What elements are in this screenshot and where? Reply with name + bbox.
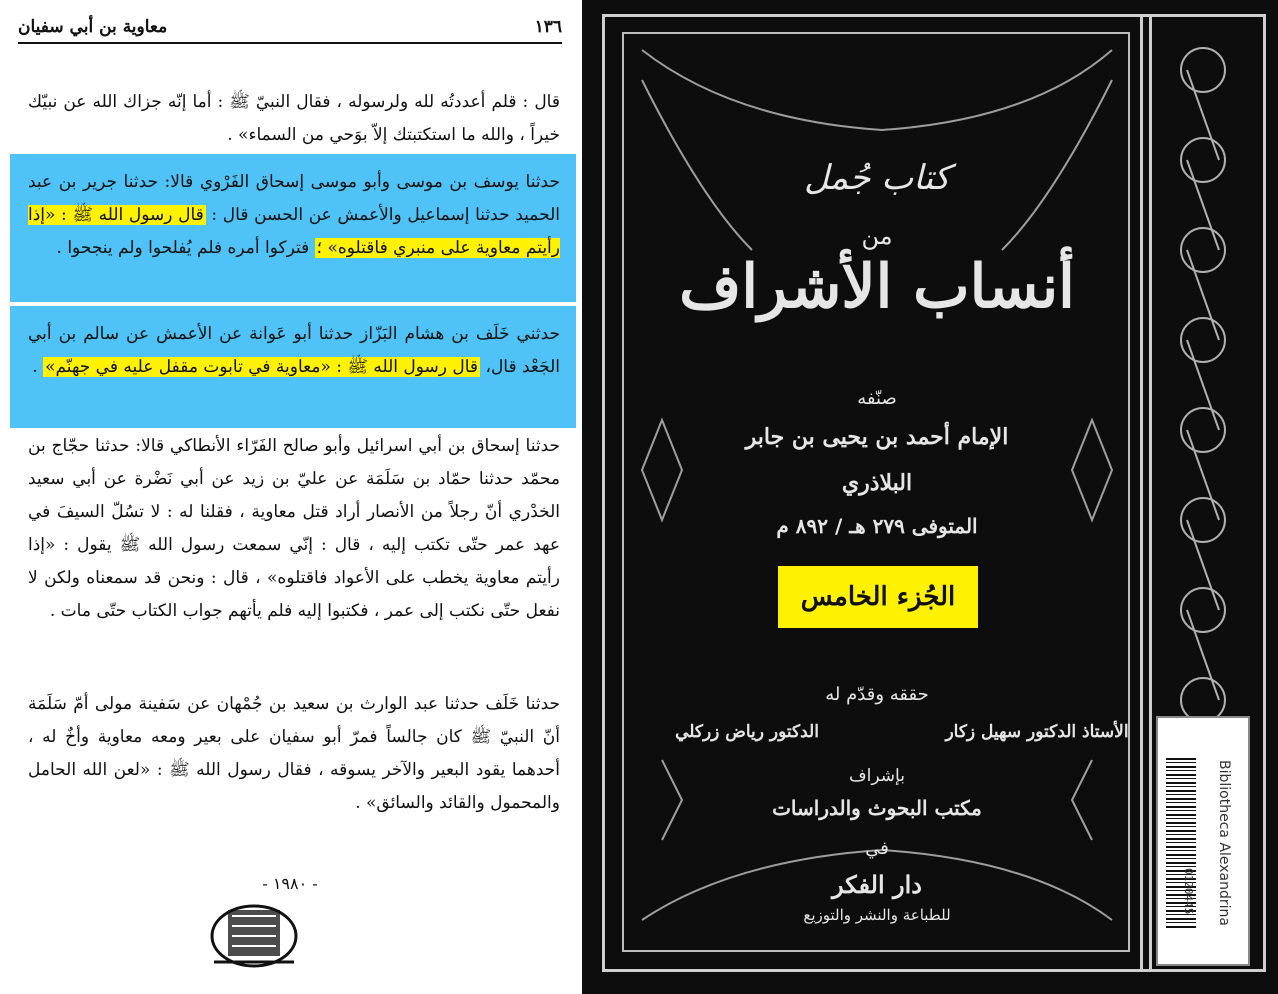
cover-office: مكتب البحوث والدراسات bbox=[772, 796, 982, 820]
page-number-bottom: - ١٩٨٠ - bbox=[262, 874, 318, 893]
cover-death-date: المتوفى ٢٧٩ هـ / ٨٩٢ م bbox=[776, 514, 978, 538]
cover-main-title: أنساب الأشراف bbox=[679, 252, 1075, 322]
cover-title-top: كتاب جُمل bbox=[803, 158, 951, 198]
paragraph-5: حدثنا خَلَف حدثنا عبد الوارث بن سعيد بن جُمْهان عن سَفينة مولى أمّ سَلَمَة أنّ النبيّ ﷺ كان جالساً فمرّ أبو سفيان على بعير ومعه معاوية وأخٌ له ، أحدهما يقود البعير والآخر يسوقه ، فقال رسول الله ﷺ : «لعن الله الحامل والمحمول والقائد والسائق» . bbox=[28, 694, 560, 813]
paragraph-4: حدثنا إسحاق بن أبي اسرائيل وأبو صالح الفَرّاء الأنطاكي قالا: حدثنا حجّاج بن محمّد حدثنا حمّاد بن سَلَمَة عن عليّ بن زيد عن أبي نَضْرة عن أبي سعيد الخدْري أنّ رجلاً من الأنصار أراد قتل معاوية ، فقلنا له : لا تسُلّ السيفَ في عهد عمر حتّى تكتب إليه ، قال : إنّي سمعت رسول الله ﷺ يقول : «إذا رأيتم معاوية يخطب على الأعواد فاقتلوه» ، قال : ونحن قد سمعناه ولكن لا نفعل حتّى نكتب إلى عمر ، فكتبوا إليه فلم يأتهم جواب الكتاب حتّى مات . bbox=[28, 436, 560, 621]
cover-supervision: بإشراف bbox=[849, 766, 905, 786]
header-title: معاوية بن أبي سفيان bbox=[18, 17, 168, 37]
cover-author: الإمام أحمد بن يحيى بن جابر bbox=[745, 424, 1009, 450]
yellow-highlight-hadith-2: قال رسول الله ﷺ : «معاوية في تابوت مقفل عليه في جهنّم» bbox=[45, 357, 479, 377]
cover-authored: صنّفه bbox=[857, 388, 897, 409]
cover-editor-right: الأستاذ الدكتور سهيل زكار bbox=[945, 722, 1129, 742]
header-page-number: ١٣٦ bbox=[534, 17, 562, 37]
cover-title-min: من bbox=[861, 222, 893, 250]
book-page bbox=[0, 0, 580, 994]
cover-nisba: البلاذري bbox=[841, 470, 913, 496]
book-cover bbox=[582, 0, 1278, 994]
library-stamp-icon bbox=[206, 896, 302, 970]
library-barcode-label bbox=[1156, 716, 1250, 966]
yellow-highlight-hadith-1: قال رسول الله ﷺ : «إذا رأيتم معاوية على منبري فاقتلوه» ؛ bbox=[28, 205, 560, 258]
library-name: Bibliotheca Alexandrina bbox=[1216, 760, 1232, 926]
paragraph-2-end: فتركوا أمره فلم يُفلحوا ولم ينجحوا . bbox=[56, 238, 315, 258]
cover-fi: في bbox=[865, 838, 889, 859]
cover-edited: حققه وقدّم له bbox=[825, 684, 929, 705]
paragraph-3-text: حدثني خَلَف بن هشام البَزّاز حدثنا أبو عَوانة عن الأعمش عن سالم بن أبي الجَعْد قال، bbox=[28, 324, 560, 377]
cover-publisher: دار الفكر bbox=[832, 870, 922, 899]
library-code: 0120445 bbox=[1182, 868, 1195, 915]
cover-volume-label: الجُزء الخامس bbox=[778, 566, 978, 628]
paragraph-3-end: . bbox=[32, 357, 44, 377]
paragraph-3 bbox=[28, 318, 560, 384]
cover-editor-left: الدكتور رياض زركلي bbox=[675, 722, 819, 742]
cover-publisher-sub: للطباعة والنشر والتوزيع bbox=[803, 906, 951, 924]
page-header bbox=[18, 12, 562, 44]
paragraph-2-text: حدثنا يوسف بن موسى وأبو موسى إسحاق الفَرْوي قالا: حدثنا جرير بن عبد الحميد حدثنا إسماعيل والأعمش عن الحسن قال : bbox=[28, 172, 560, 225]
paragraph-2 bbox=[28, 166, 560, 265]
paragraph-1: قال : قلم أعددتُه لله ولرسوله ، فقال النبيّ ﷺ : أما إنّه جزاك الله عن نبيّك خيراً ، والله ما استكتبتك إلاّ بوَحي من السماء» . bbox=[28, 92, 560, 145]
